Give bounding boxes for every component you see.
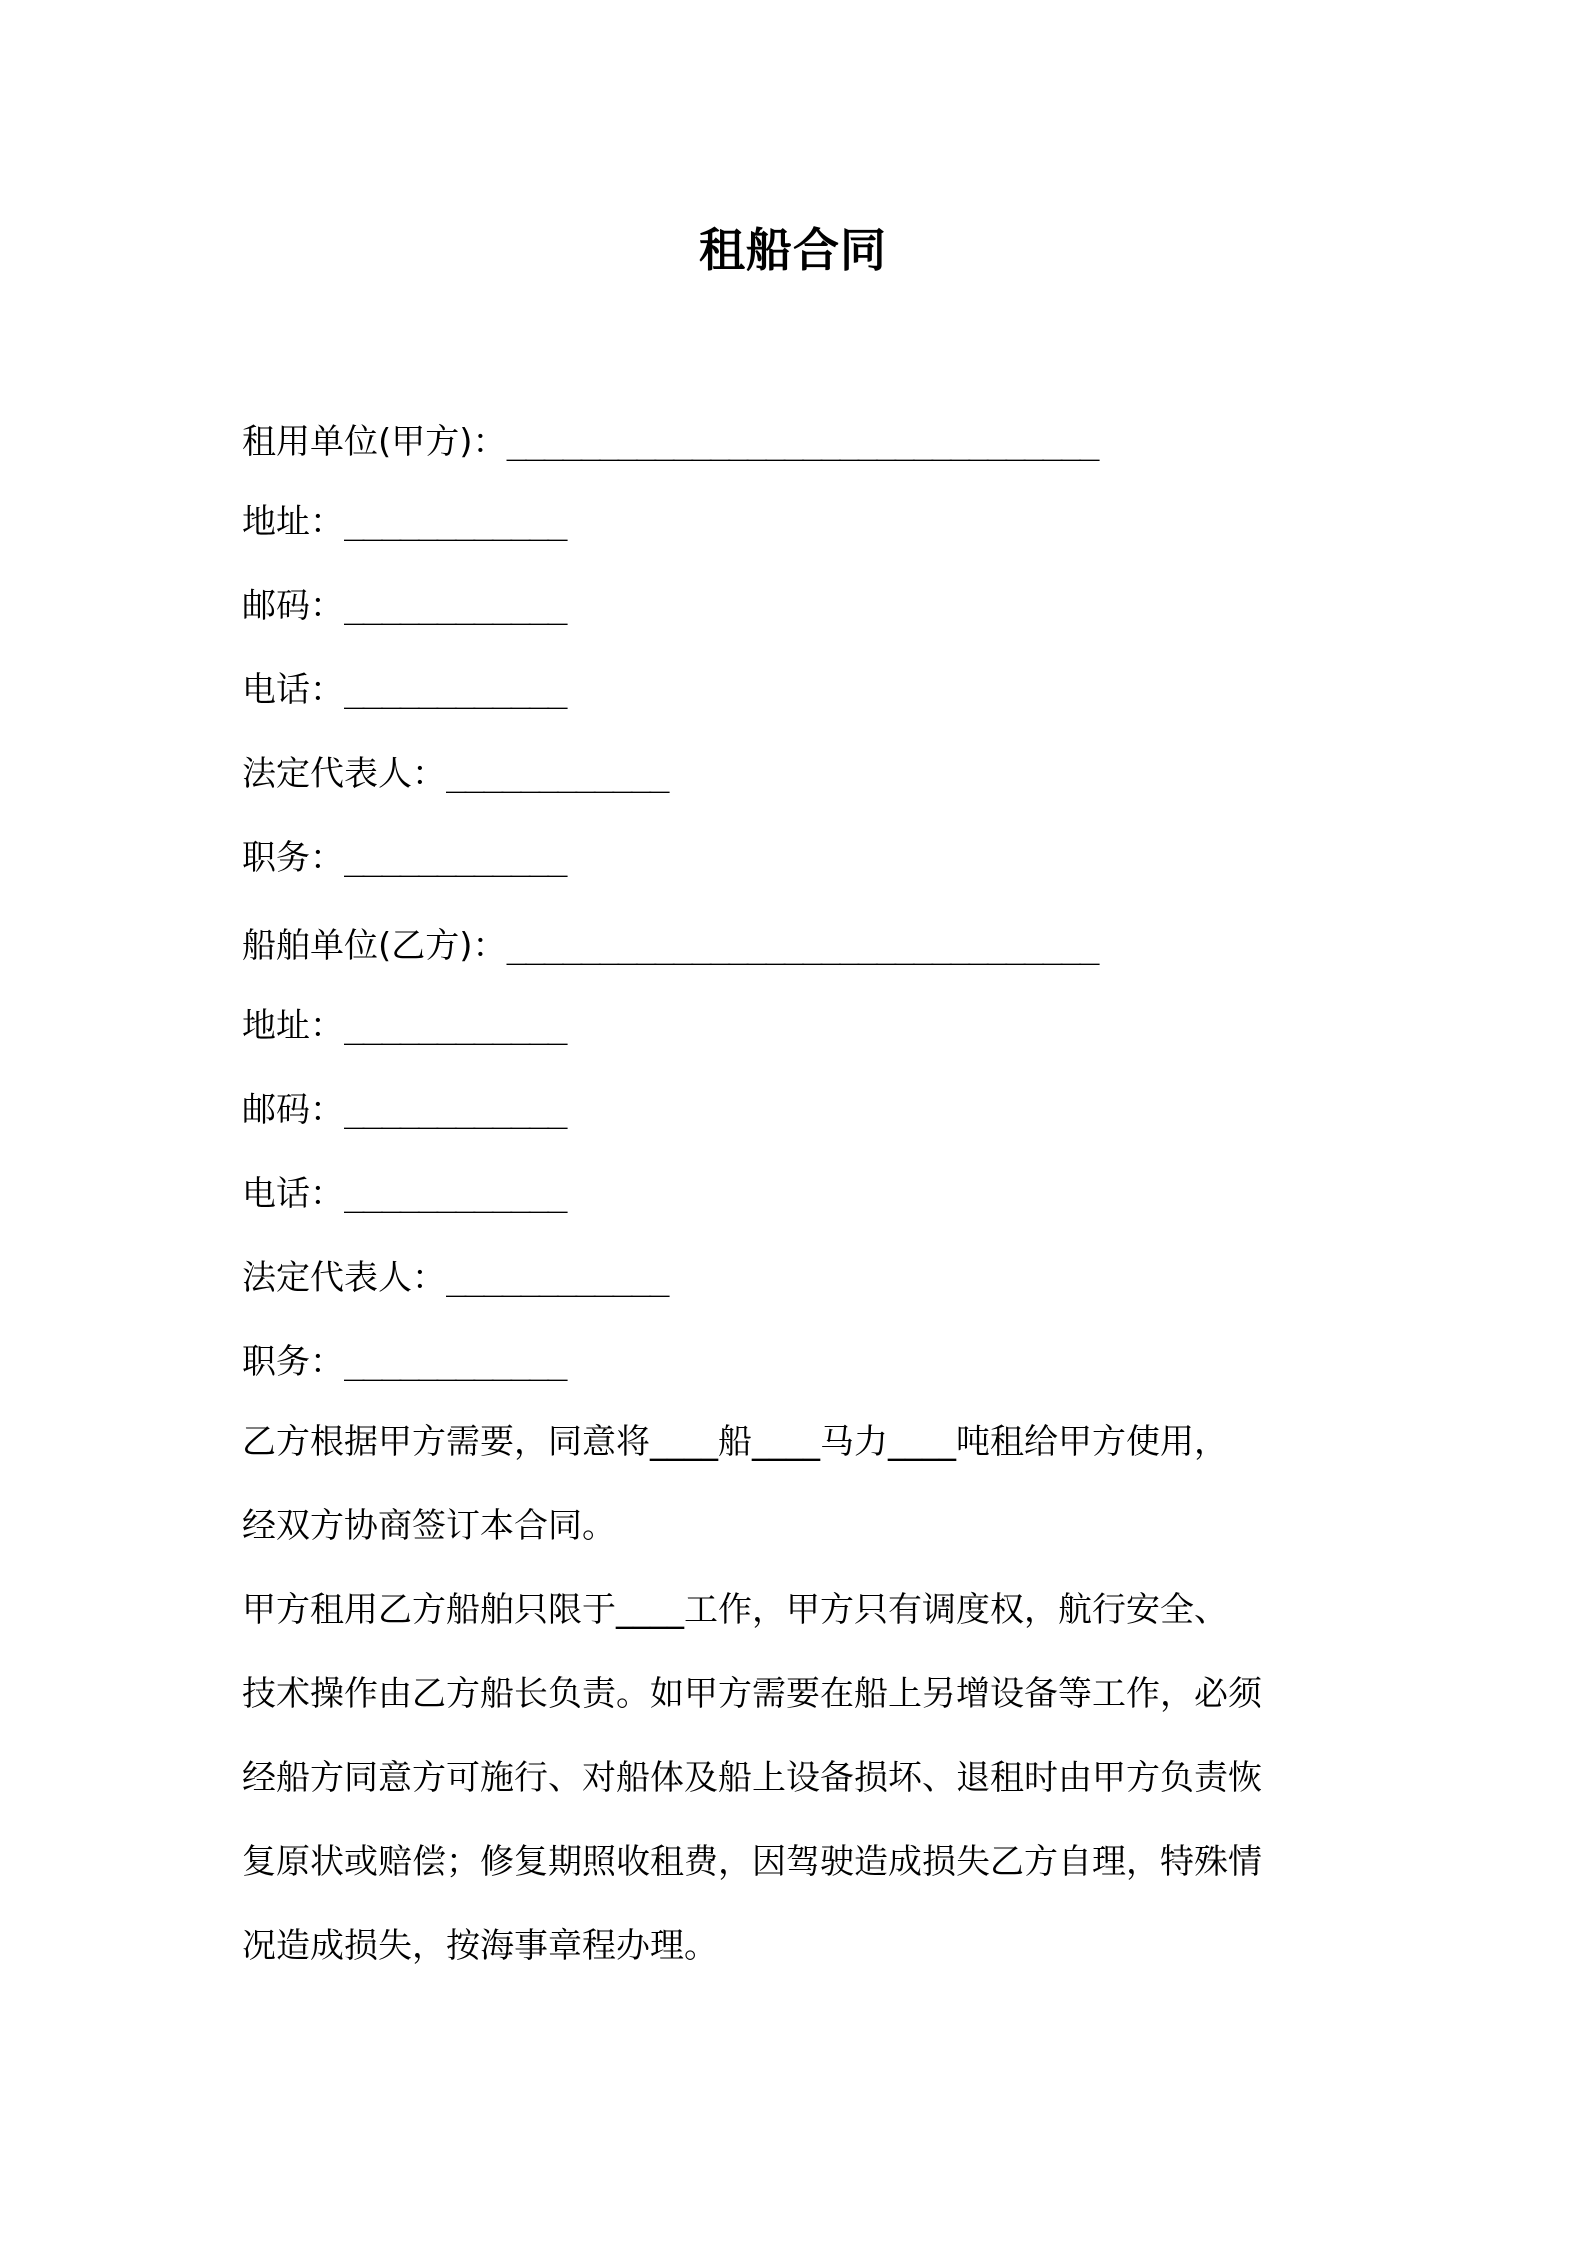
paragraph-line: 复原状或赔偿；修复期照收租费，因驾驶造成损失乙方自理，特殊情 [242,1842,1262,1882]
fill-blank[interactable]: ____________ [344,1342,566,1382]
paragraph-line: 经船方同意方可施行、对船体及船上设备损坏、退租时由甲方负责恢 [242,1758,1262,1798]
field-label: 电话： [242,1174,344,1214]
fill-blank[interactable]: ____________ [344,1090,566,1130]
field-label: 职务： [242,1342,344,1382]
party-a-legal-rep-field [242,752,668,796]
party-b-legal-rep-field [242,1256,668,1300]
fill-blank[interactable]: ____________ [446,754,668,794]
field-label: 船舶单位(乙方)： [242,926,507,966]
fill-blank[interactable]: ________________________________ [506,422,1098,462]
paragraph-line: 况造成损失，按海事章程办理。 [242,1926,718,1966]
party-a-position-field [242,836,566,880]
fill-blank[interactable]: ________________________________ [506,926,1098,966]
terms-paragraph [242,1568,1362,1988]
party-a-phone-field [242,668,566,712]
paragraph-line: 甲方租用乙方船舶只限于____工作，甲方只有调度权，航行安全、 [242,1590,1228,1630]
party-b-position-field [242,1340,566,1384]
fill-blank[interactable]: ____________ [344,502,566,542]
party-b-unit-field [242,924,1098,968]
field-label: 职务： [242,838,344,878]
agreement-paragraph [242,1400,1362,1568]
fill-blank[interactable]: ____________ [344,1174,566,1214]
fill-blank[interactable]: ____________ [344,670,566,710]
field-label: 邮码： [242,1090,344,1130]
field-label: 租用单位(甲方)： [242,422,507,462]
fill-blank[interactable]: ____________ [344,1006,566,1046]
document-title: 租船合同 [699,223,887,277]
field-label: 地址： [242,1006,344,1046]
fill-blank[interactable]: ____________ [344,586,566,626]
paragraph-line: 乙方根据甲方需要，同意将____船____马力____吨租给甲方使用， [242,1422,1228,1462]
fill-blank[interactable]: ____________ [446,1258,668,1298]
party-b-postcode-field [242,1088,566,1132]
party-a-unit-field [242,420,1098,464]
field-label: 电话： [242,670,344,710]
party-a-address-field [242,500,566,544]
field-label: 法定代表人： [242,1258,446,1298]
paragraph-line: 经双方协商签订本合同。 [242,1506,616,1546]
field-label: 法定代表人： [242,754,446,794]
paragraph-line: 技术操作由乙方船长负责。如甲方需要在船上另增设备等工作，必须 [242,1674,1262,1714]
fill-blank[interactable]: ____________ [344,838,566,878]
field-label: 地址： [242,502,344,542]
party-b-phone-field [242,1172,566,1216]
field-label: 邮码： [242,586,344,626]
party-a-postcode-field [242,584,566,628]
party-b-address-field [242,1004,566,1048]
